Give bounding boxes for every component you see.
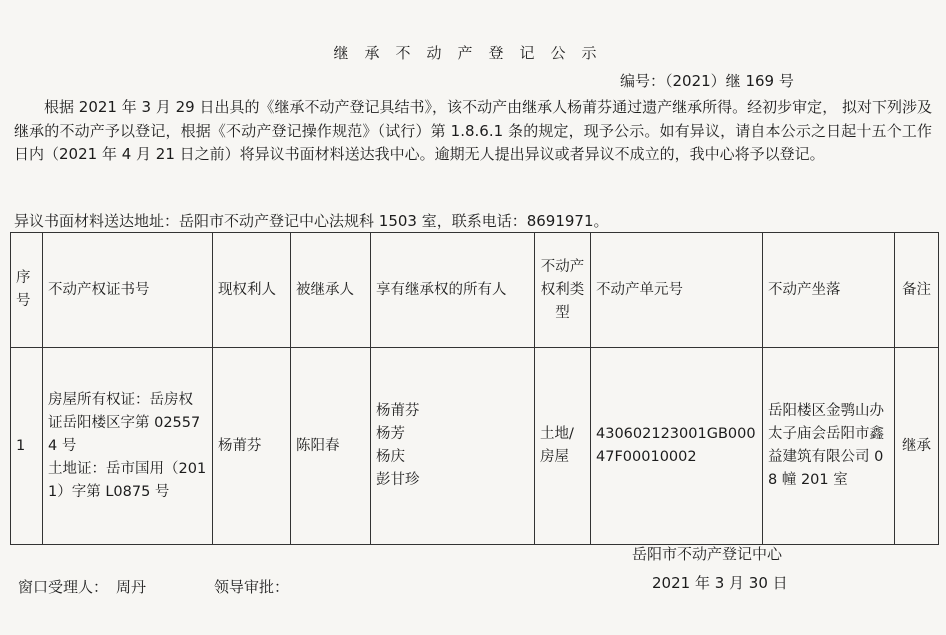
cell-decedent: 陈阳春 bbox=[291, 348, 371, 545]
receiver-signature bbox=[18, 576, 154, 597]
cell-location: 岳阳楼区金鹗山办太子庙会岳阳市鑫益建筑有限公司 08 幢 201 室 bbox=[763, 348, 895, 545]
cell-heirs bbox=[371, 348, 535, 545]
cert-land: 土地证：岳市国用（2011）字第 L0875 号 bbox=[48, 460, 207, 500]
header-right-type: 不动产权利类型 bbox=[535, 233, 591, 348]
notice-paragraph: 根据 2021 年 3 月 29 日出具的《继承不动产登记具结书》，该不动产由继承人杨莆芬通过遗产继承所得。经初步审定， 拟对下列涉及继承的不动产予以登记，根据《不动产登记操作规范》（试行）第 1.8.6.1 条的规定，现予公示。如有异议，请自本公示之日起十五个工作日内（2021 年 4 月 21 日之前）将异议书面材料送达我中心。逾期无人提出异议或者异议不成立的，我中心将予以登记。 bbox=[14, 98, 932, 163]
cert-house: 房屋所有权证：岳房权证岳阳楼区字第 025574 号 bbox=[48, 391, 201, 454]
cell-seq: 1 bbox=[11, 348, 43, 545]
cell-current-owner: 杨莆芬 bbox=[213, 348, 291, 545]
receiver-label: 窗口受理人： bbox=[18, 578, 109, 596]
issue-date: 2021 年 3 月 30 日 bbox=[652, 574, 788, 592]
approval-label: 领导审批： bbox=[214, 578, 290, 596]
header-current-owner: 现权利人 bbox=[213, 233, 291, 348]
table-row bbox=[11, 348, 939, 545]
header-decedent: 被继承人 bbox=[291, 233, 371, 348]
table-header-row bbox=[11, 233, 939, 348]
header-seq: 序号 bbox=[11, 233, 43, 348]
heir-item: 杨莆芬 bbox=[376, 403, 420, 419]
document-number: 编号：（2021）继 169 号 bbox=[620, 72, 794, 90]
cell-remark: 继承 bbox=[895, 348, 939, 545]
registration-table bbox=[10, 232, 939, 545]
header-heirs: 享有继承权的所有人 bbox=[371, 233, 535, 348]
heir-item: 彭甘珍 bbox=[376, 472, 420, 488]
page-title: 继承不动产登记公示 bbox=[333, 44, 613, 62]
cell-right-type: 土地/房屋 bbox=[535, 348, 591, 545]
cell-unit-no: 430602123001GB00047F00010002 bbox=[591, 348, 763, 545]
header-remark: 备注 bbox=[895, 233, 939, 348]
cell-cert-no bbox=[43, 348, 213, 545]
header-location: 不动产坐落 bbox=[763, 233, 895, 348]
heir-item: 杨庆 bbox=[376, 449, 405, 465]
heir-item: 杨芳 bbox=[376, 426, 405, 442]
issuing-organization: 岳阳市不动产登记中心 bbox=[632, 545, 783, 563]
header-cert-no: 不动产权证书号 bbox=[43, 233, 213, 348]
objection-address: 异议书面材料送达地址：岳阳市不动产登记中心法规科 1503 室，联系电话：8691971。 bbox=[14, 212, 609, 230]
header-unit-no: 不动产单元号 bbox=[591, 233, 763, 348]
receiver-name: 周丹 bbox=[116, 578, 147, 596]
